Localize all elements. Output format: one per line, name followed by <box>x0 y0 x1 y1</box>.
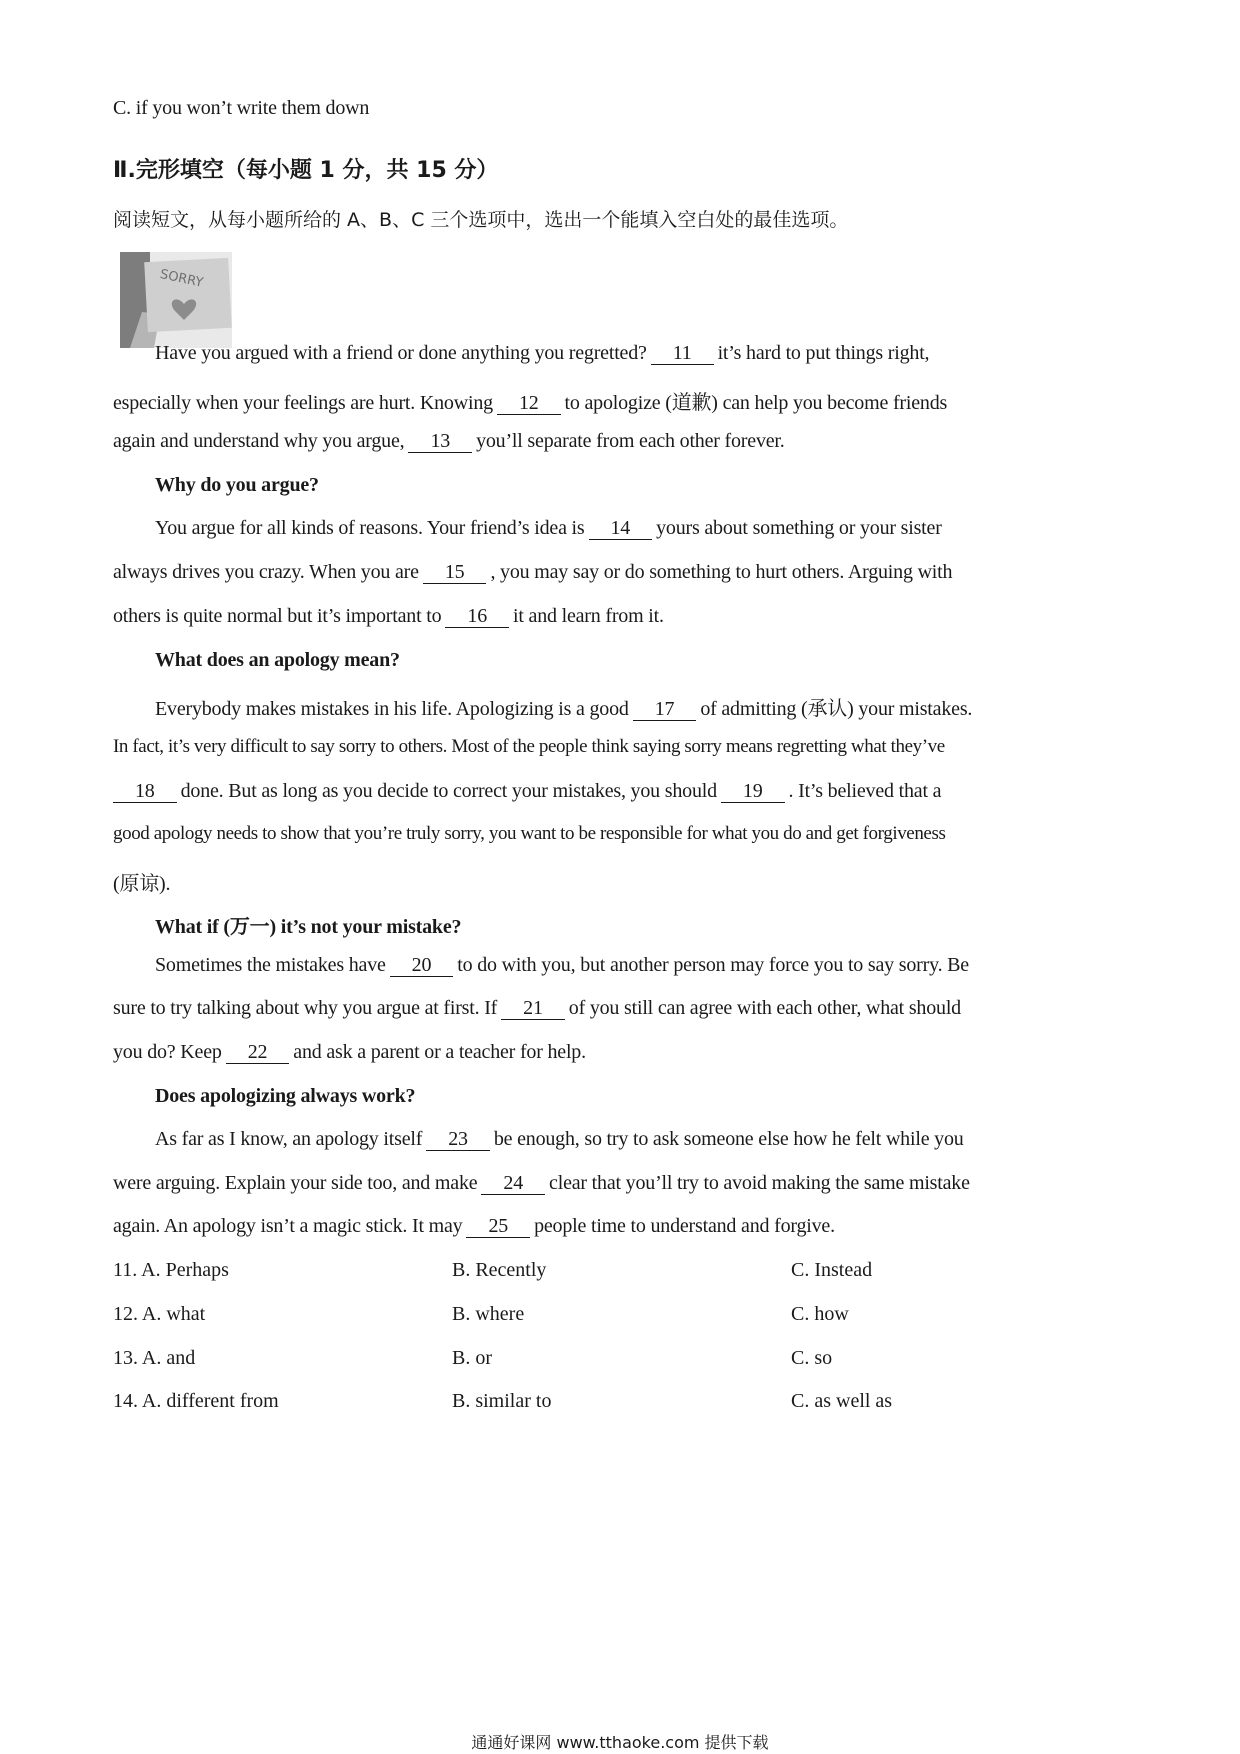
blank-12: 12 <box>497 392 561 415</box>
passage-line: 18 done. But as long as you decide to correct your mistakes, you should 19 . It’s believed that a <box>109 780 941 803</box>
question-option-a: 11. A. Perhaps <box>113 1259 229 1281</box>
passage-line: In fact, it’s very difficult to say sorry to others. Most of the people think saying sorry means regretting what they’ve <box>113 736 945 757</box>
sorry-card-image <box>120 252 232 348</box>
blank-19: 19 <box>721 780 785 803</box>
blank-22: 22 <box>226 1041 290 1064</box>
question-option-c: C. so <box>791 1347 833 1369</box>
passage-line: especially when your feelings are hurt. Knowing 12 to apologize (道歉) can help you become friends <box>113 392 948 414</box>
passage-line: As far as I know, an apology itself 23 be enough, so try to ask someone else how he felt while you <box>155 1128 964 1150</box>
question-option-c: C. Instead <box>791 1259 873 1281</box>
blank-20: 20 <box>390 954 454 977</box>
question-option-b: B. similar to <box>452 1390 552 1412</box>
passage-line: you do? Keep 22 and ask a parent or a teacher for help. <box>113 1041 586 1063</box>
passage-line: sure to try talking about why you argue at first. If 21 of you still can agree with each other, what should <box>113 997 961 1019</box>
section-instruction: 阅读短文，从每小题所给的 A、B、C 三个选项中，选出一个能填入空白处的最佳选项。 <box>113 209 849 231</box>
question-option-b: B. or <box>452 1347 492 1369</box>
question-option-b: B. where <box>452 1303 525 1325</box>
passage-line: good apology needs to show that you’re truly sorry, you want to be responsible for what you do and get forgiveness <box>113 823 946 844</box>
subheading: What does an apology mean? <box>155 649 400 671</box>
passage-line: Sometimes the mistakes have 20 to do with you, but another person may force you to say sorry. Be <box>155 954 969 976</box>
passage-line: (原谅). <box>113 873 171 895</box>
blank-18: 18 <box>113 780 177 803</box>
blank-11: 11 <box>651 342 714 365</box>
subheading: What if (万一) it’s not your mistake? <box>155 916 462 938</box>
previous-question-option: C. if you won’t write them down <box>113 97 370 119</box>
question-option-a: 12. A. what <box>113 1303 206 1325</box>
question-option-c: C. as well as <box>791 1390 893 1412</box>
passage-line: again and understand why you argue, 13 you’ll separate from each other forever. <box>113 430 785 452</box>
blank-14: 14 <box>589 517 653 540</box>
page-footer: 通通好课网 www.tthaoke.com 提供下载 <box>471 1733 769 1752</box>
blank-16: 16 <box>445 605 509 628</box>
passage-line: always drives you crazy. When you are 15 , you may say or do something to hurt others. Arguing with <box>113 561 953 583</box>
question-option-c: C. how <box>791 1303 849 1325</box>
passage-line: again. An apology isn’t a magic stick. It may 25 people time to understand and forgive. <box>113 1215 835 1237</box>
question-option-b: B. Recently <box>452 1259 547 1281</box>
blank-23: 23 <box>426 1128 490 1151</box>
blank-24: 24 <box>481 1172 545 1195</box>
passage-line: were arguing. Explain your side too, and make 24 clear that you’ll try to avoid making the same mistake <box>113 1172 970 1194</box>
passage-line: Have you argued with a friend or done anything you regretted? 11 it’s hard to put things right, <box>155 342 930 364</box>
question-option-a: 14. A. different from <box>113 1390 279 1412</box>
passage-line: Everybody makes mistakes in his life. Apologizing is a good 17 of admitting (承认) your mistakes. <box>155 698 973 720</box>
blank-25: 25 <box>466 1215 530 1238</box>
passage-line: You argue for all kinds of reasons. Your friend’s idea is 14 yours about something or your sister <box>155 517 942 539</box>
svg-text:SORRY: SORRY <box>158 266 205 291</box>
question-option-a: 13. A. and <box>113 1347 196 1369</box>
passage-line: others is quite normal but it’s important to 16 it and learn from it. <box>113 605 664 627</box>
subheading: Why do you argue? <box>155 474 319 496</box>
section-title: Ⅱ.完形填空（每小题 1 分，共 15 分） <box>113 158 499 183</box>
blank-17: 17 <box>633 698 697 721</box>
subheading: Does apologizing always work? <box>155 1085 416 1107</box>
blank-13: 13 <box>408 430 472 453</box>
blank-15: 15 <box>423 561 487 584</box>
blank-21: 21 <box>501 997 565 1020</box>
